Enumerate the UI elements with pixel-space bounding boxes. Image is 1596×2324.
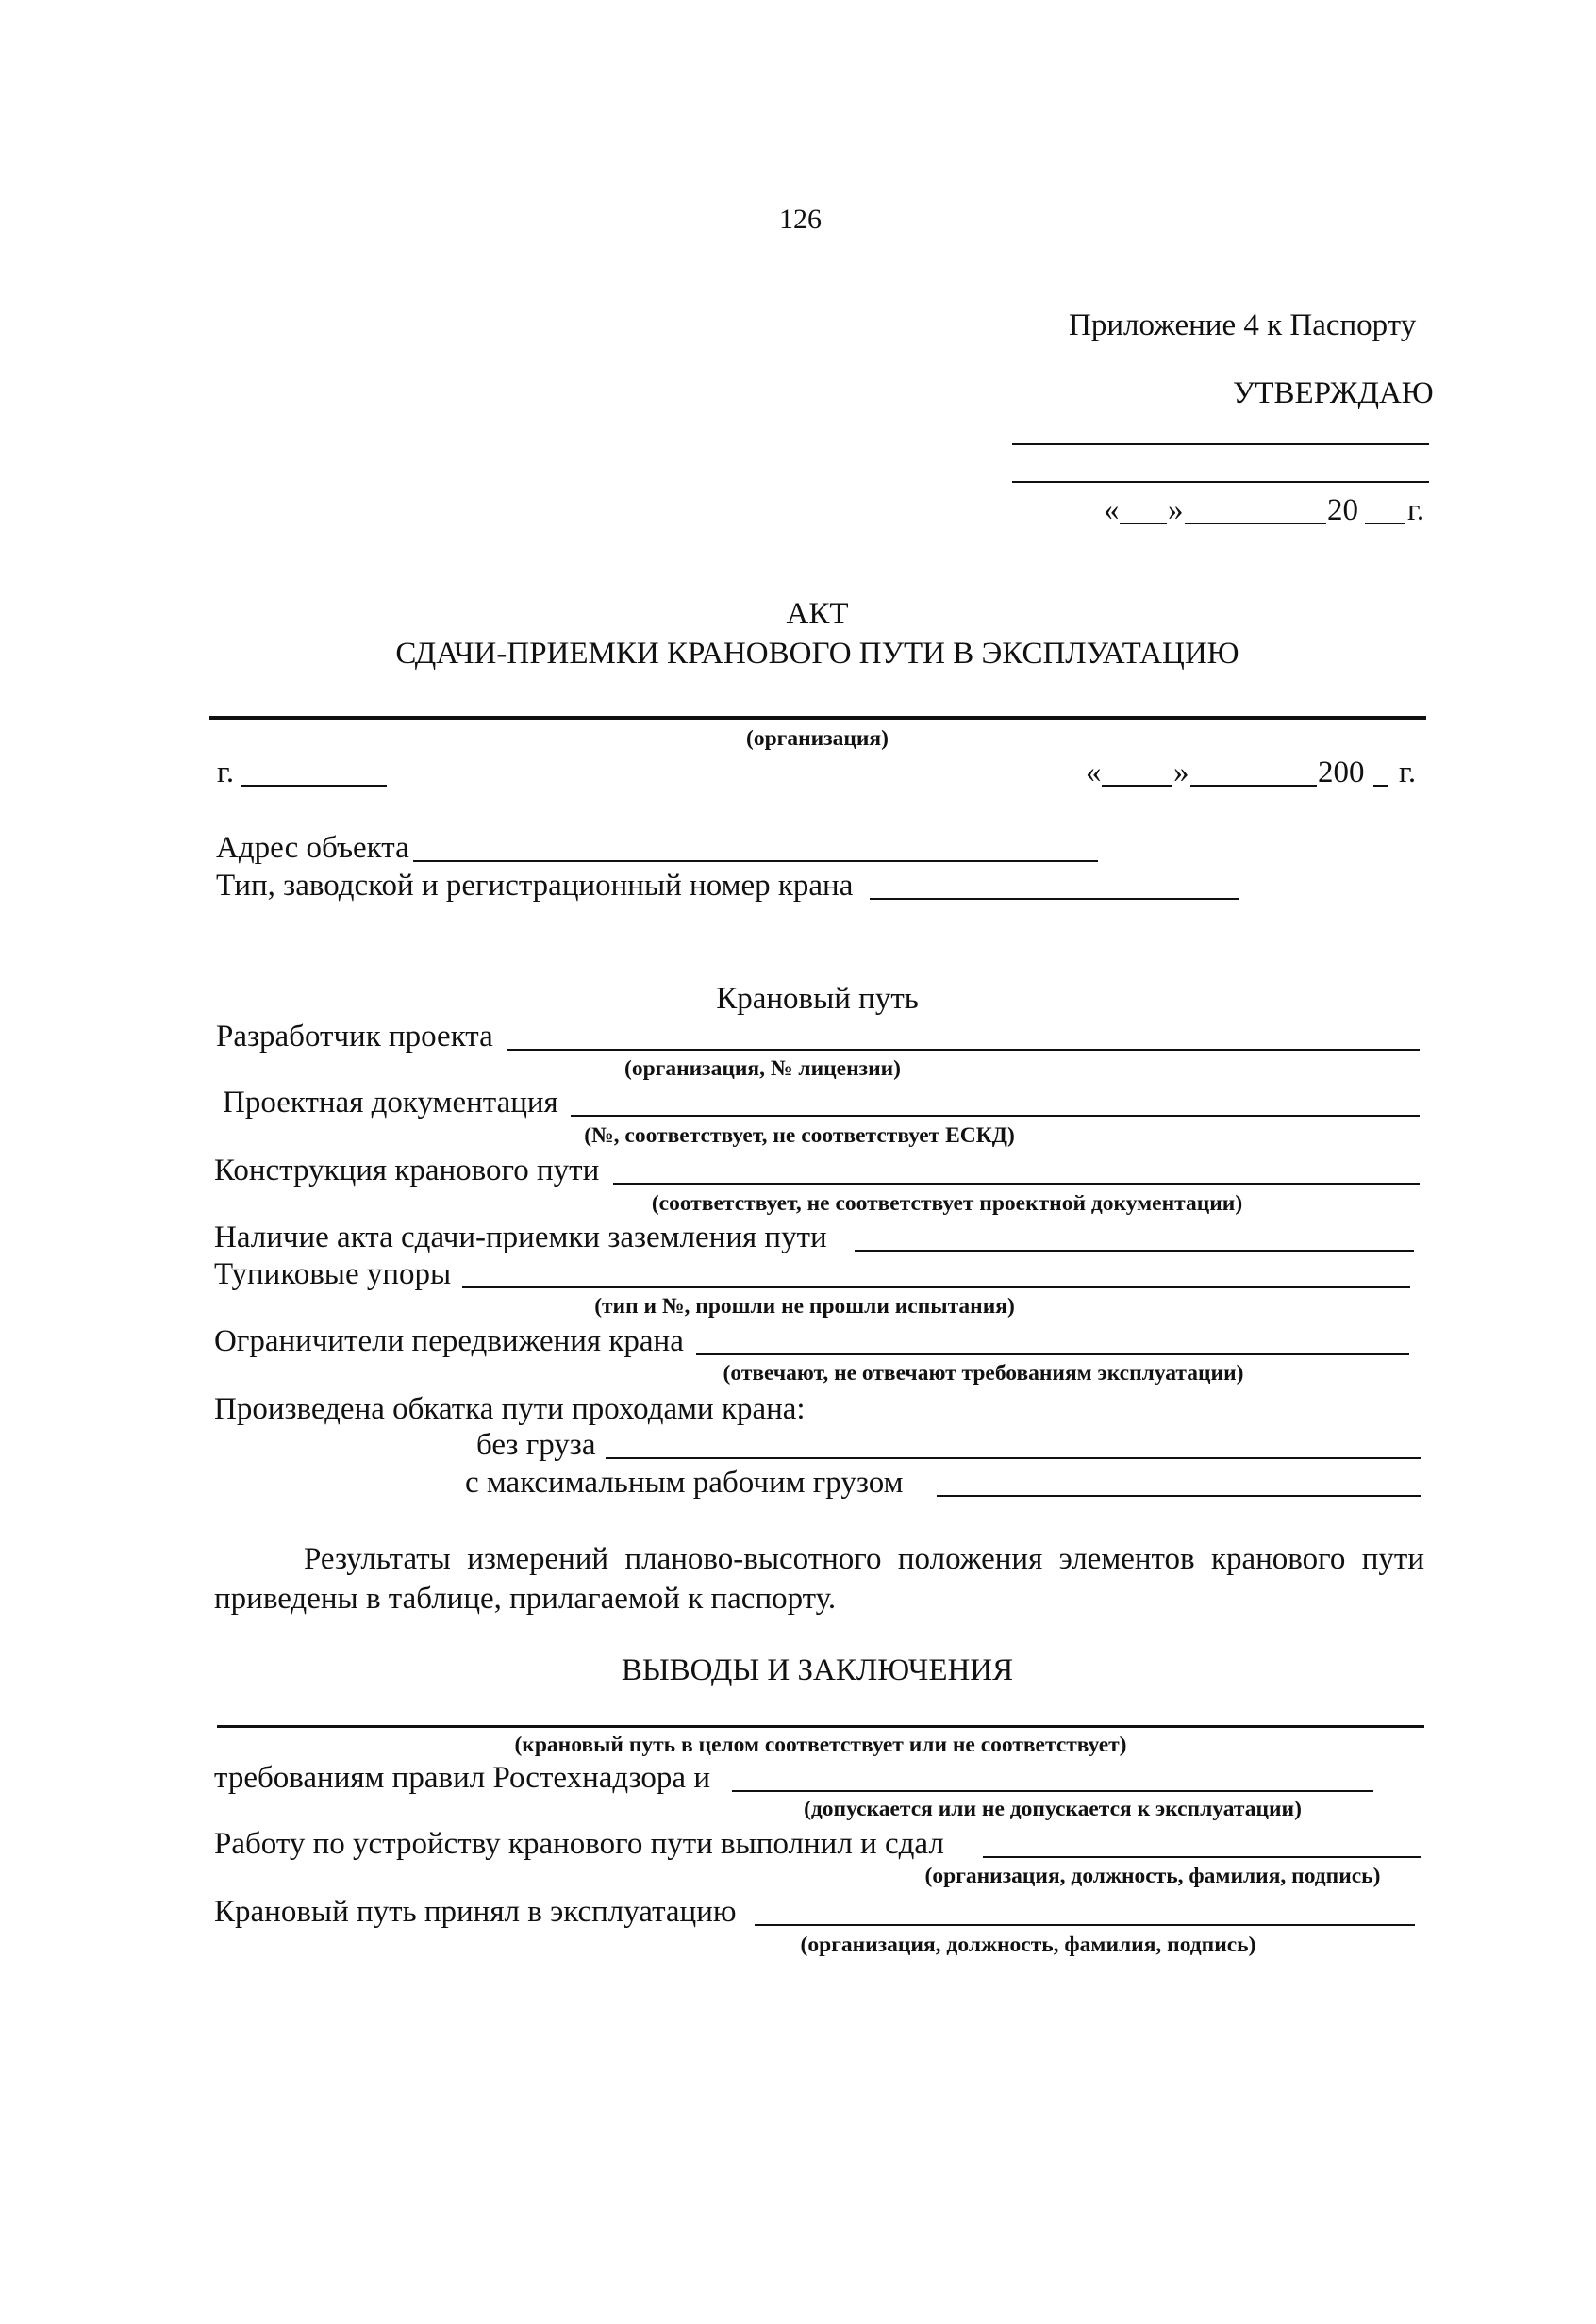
approval-month-line <box>1185 523 1326 524</box>
approval-date-open-quote: « <box>1104 493 1120 527</box>
work-label: Работу по устройству кранового пути выполнил и сдал <box>214 1827 944 1861</box>
organization-caption: (организация) <box>746 726 889 751</box>
accepted-label: Крановый путь принял в эксплуатацию <box>214 1895 737 1929</box>
approval-date-close-quote: » <box>1168 493 1184 527</box>
approval-year: 20 <box>1327 493 1358 527</box>
limiters-line <box>696 1353 1409 1355</box>
act-year-line <box>1373 785 1388 787</box>
organization-line <box>209 716 1426 720</box>
runin-label: Произведена обкатка пути проходами крана: <box>214 1392 806 1426</box>
comply-caption: (крановый путь в целом соответствует или не соответствует) <box>514 1733 1127 1757</box>
work-line <box>983 1856 1421 1858</box>
stops-line <box>462 1286 1410 1288</box>
approval-year-suffix: г. <box>1407 493 1425 527</box>
approver-line-2 <box>1012 481 1429 483</box>
address-label: Адрес объекта <box>216 831 409 865</box>
title-line-1: АКТ <box>786 597 849 631</box>
rules-line <box>732 1790 1373 1792</box>
docs-label: Проектная документация <box>223 1086 558 1120</box>
accepted-caption: (организация, должность, фамилия, подпись) <box>800 1933 1256 1957</box>
docs-caption: (№, соответствует, не соответствует ЕСКД) <box>584 1123 1015 1148</box>
rules-label: требованиям правил Ростехнадзора и <box>214 1761 710 1795</box>
developer-caption: (организация, № лицензии) <box>624 1056 901 1081</box>
docs-line <box>571 1115 1420 1117</box>
act-year: 200 <box>1318 755 1365 789</box>
act-date-open-quote: « <box>1086 755 1102 789</box>
act-day-line <box>1102 785 1172 787</box>
approver-line-1 <box>1012 443 1429 445</box>
construction-label: Конструкция кранового пути <box>214 1154 600 1187</box>
approve-label: УТВЕРЖДАЮ <box>1233 376 1434 410</box>
page-number: 126 <box>779 204 822 235</box>
address-line <box>413 860 1098 862</box>
no-load-label: без груза <box>476 1428 596 1462</box>
no-load-line <box>606 1457 1421 1459</box>
act-month-line <box>1190 785 1317 787</box>
accepted-line <box>755 1924 1415 1926</box>
crane-number-label: Тип, заводской и регистрационный номер крана <box>216 869 854 903</box>
work-caption: (организация, должность, фамилия, подпись) <box>924 1864 1381 1888</box>
city-prefix: г. <box>217 755 235 789</box>
stops-caption: (тип и №, прошли не прошли испытания) <box>594 1294 1015 1319</box>
conclusion-line <box>217 1725 1424 1728</box>
crane-number-line <box>870 898 1239 900</box>
act-date-close-quote: » <box>1173 755 1189 789</box>
construction-caption: (соответствует, не соответствует проектной документации) <box>651 1191 1243 1216</box>
developer-label: Разработчик проекта <box>216 1020 493 1054</box>
crane-path-heading: Крановый путь <box>716 982 919 1016</box>
admit-caption: (допускается или не допускается к эксплуатации) <box>804 1797 1302 1821</box>
conclusions-heading: ВЫВОДЫ И ЗАКЛЮЧЕНИЯ <box>621 1653 1014 1687</box>
appendix-label: Приложение 4 к Паспорту <box>1069 308 1417 342</box>
max-load-line <box>937 1495 1421 1497</box>
limiters-caption: (отвечают, не отвечают требованиям эксплуатации) <box>723 1361 1244 1386</box>
stops-label: Тупиковые упоры <box>214 1257 452 1291</box>
limiters-label: Ограничители передвижения крана <box>214 1324 684 1358</box>
grounding-line <box>855 1250 1414 1252</box>
construction-line <box>613 1183 1420 1185</box>
act-year-suffix: г. <box>1399 755 1417 789</box>
city-line <box>241 785 387 787</box>
grounding-label: Наличие акта сдачи-приемки заземления пути <box>214 1220 827 1254</box>
results-paragraph: Результаты измерений планово-высотного положения элементов кранового пути приведены в таблице, прилагаемой к паспорту. <box>214 1542 1424 1616</box>
title-line-2: СДАЧИ-ПРИЕМКИ КРАНОВОГО ПУТИ В ЭКСПЛУАТАЦИЮ <box>395 637 1239 671</box>
developer-line <box>507 1049 1420 1051</box>
max-load-label: с максимальным рабочим грузом <box>465 1466 904 1500</box>
approval-day-line <box>1120 523 1167 524</box>
approval-year-line <box>1365 523 1405 524</box>
